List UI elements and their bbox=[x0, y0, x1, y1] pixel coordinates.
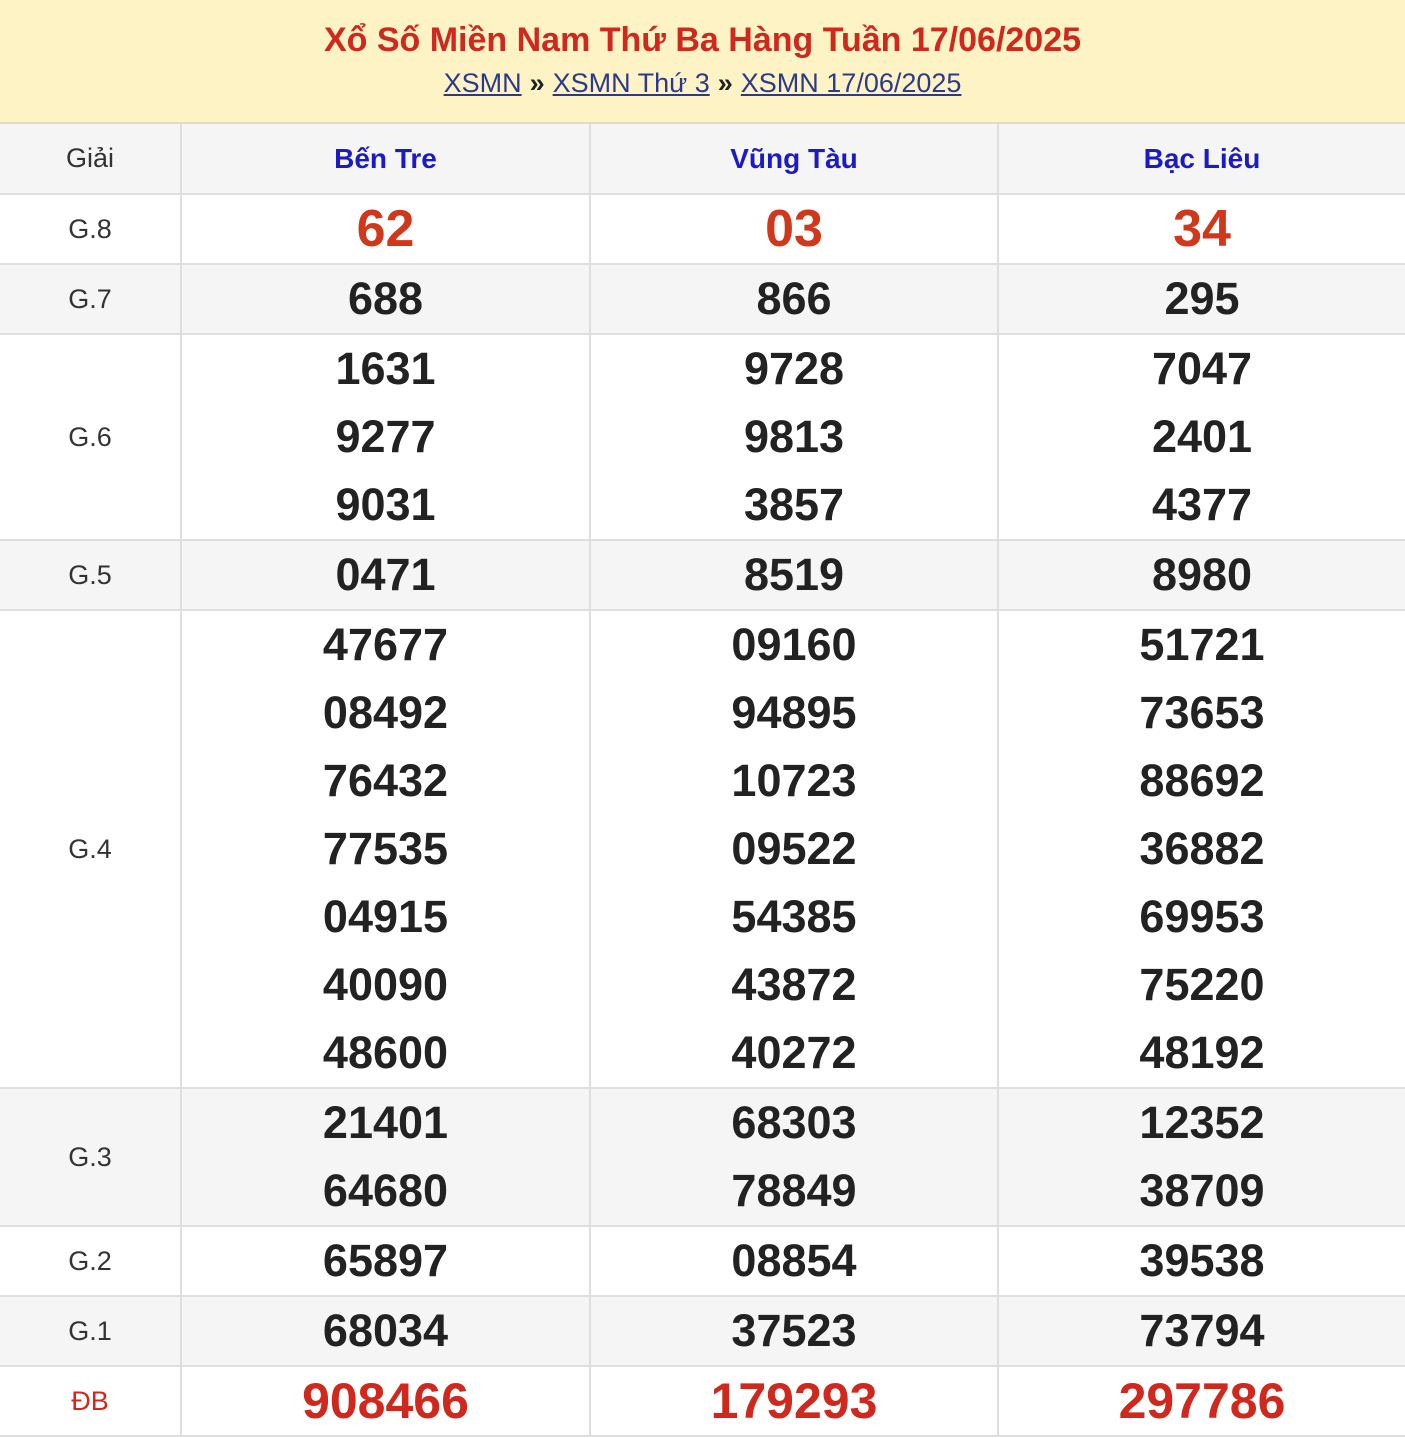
result-cell-vung-tau bbox=[590, 264, 998, 334]
result-number: 0471 bbox=[335, 549, 436, 600]
result-cell-ben-tre bbox=[181, 1366, 590, 1436]
result-number: 688 bbox=[347, 273, 424, 324]
province-header-ben-tre[interactable]: Bến Tre bbox=[181, 124, 590, 194]
result-number: 10723 bbox=[731, 755, 857, 806]
result-number: 08492 bbox=[322, 687, 449, 738]
results-body bbox=[0, 194, 1405, 1436]
result-cell-bac-lieu bbox=[998, 1226, 1405, 1296]
result-number: 34 bbox=[1173, 200, 1231, 258]
result-number: 76432 bbox=[322, 755, 449, 806]
table-header-row bbox=[0, 124, 1405, 194]
breadcrumb-link-xsmn-date[interactable]: XSMN 17/06/2025 bbox=[740, 68, 962, 98]
result-cell-bac-lieu bbox=[998, 610, 1405, 1088]
result-number: 09160 bbox=[731, 619, 857, 670]
result-cell-bac-lieu bbox=[998, 1088, 1405, 1226]
prize-label: G.4 bbox=[0, 610, 181, 1088]
table-row bbox=[0, 194, 1405, 264]
result-cell-vung-tau bbox=[590, 540, 998, 610]
prize-label: G.6 bbox=[0, 334, 181, 540]
result-number: 1631 bbox=[335, 343, 436, 394]
result-cell-vung-tau bbox=[590, 610, 998, 1088]
province-header-bac-lieu[interactable]: Bạc Liêu bbox=[998, 124, 1405, 194]
table-row bbox=[0, 1088, 1405, 1226]
result-number: 36882 bbox=[1139, 823, 1265, 874]
result-number: 48600 bbox=[322, 1027, 449, 1078]
result-number: 47677 bbox=[322, 619, 449, 670]
result-number: 88692 bbox=[1139, 755, 1265, 806]
result-cell-ben-tre bbox=[181, 1088, 590, 1226]
result-cell-bac-lieu bbox=[998, 264, 1405, 334]
table-row bbox=[0, 1296, 1405, 1366]
result-number: 12352 bbox=[1139, 1097, 1265, 1148]
breadcrumb bbox=[0, 68, 1405, 98]
result-number: 48192 bbox=[1139, 1027, 1265, 1078]
result-number: 09522 bbox=[731, 823, 857, 874]
table-row bbox=[0, 610, 1405, 1088]
result-number: 9277 bbox=[335, 411, 436, 462]
result-number: 94895 bbox=[731, 687, 857, 738]
result-cell-ben-tre bbox=[181, 334, 590, 540]
result-cell-vung-tau bbox=[590, 1296, 998, 1366]
result-cell-vung-tau bbox=[590, 1366, 998, 1436]
result-number: 9031 bbox=[335, 479, 436, 530]
result-number: 69953 bbox=[1139, 891, 1265, 942]
result-number: 68034 bbox=[322, 1305, 449, 1356]
results-table bbox=[0, 124, 1405, 1437]
result-cell-vung-tau bbox=[590, 1088, 998, 1226]
page-header bbox=[0, 0, 1405, 124]
result-cell-ben-tre bbox=[181, 194, 590, 264]
result-cell-vung-tau bbox=[590, 1226, 998, 1296]
result-cell-bac-lieu bbox=[998, 194, 1405, 264]
result-number: 65897 bbox=[322, 1235, 449, 1286]
result-number: 64680 bbox=[322, 1165, 449, 1216]
prize-label: G.3 bbox=[0, 1088, 181, 1226]
result-number: 78849 bbox=[731, 1165, 857, 1216]
result-cell-ben-tre bbox=[181, 1226, 590, 1296]
result-number: 54385 bbox=[731, 891, 857, 942]
result-cell-bac-lieu bbox=[998, 1296, 1405, 1366]
result-cell-vung-tau bbox=[590, 334, 998, 540]
result-cell-vung-tau bbox=[590, 194, 998, 264]
result-number: 40090 bbox=[322, 959, 449, 1010]
result-number: 866 bbox=[756, 273, 832, 324]
table-row bbox=[0, 540, 1405, 610]
result-cell-bac-lieu bbox=[998, 1366, 1405, 1436]
result-number: 8519 bbox=[743, 549, 845, 600]
breadcrumb-link-xsmn[interactable]: XSMN bbox=[443, 68, 522, 98]
result-number: 8980 bbox=[1151, 549, 1253, 600]
result-number: 68303 bbox=[731, 1097, 857, 1148]
result-number: 4377 bbox=[1151, 479, 1253, 530]
result-number: 77535 bbox=[322, 823, 449, 874]
result-number: 39538 bbox=[1139, 1235, 1265, 1286]
table-row bbox=[0, 1366, 1405, 1436]
result-number: 03 bbox=[765, 200, 823, 258]
prize-label: G.8 bbox=[0, 194, 181, 264]
result-cell-bac-lieu bbox=[998, 334, 1405, 540]
table-row bbox=[0, 264, 1405, 334]
table-row bbox=[0, 1226, 1405, 1296]
result-number: 179293 bbox=[710, 1373, 878, 1429]
breadcrumb-separator: » bbox=[717, 68, 733, 98]
result-cell-bac-lieu bbox=[998, 540, 1405, 610]
result-number: 3857 bbox=[743, 479, 845, 530]
result-number: 9728 bbox=[743, 343, 845, 394]
result-number: 04915 bbox=[322, 891, 449, 942]
result-number: 51721 bbox=[1139, 619, 1265, 670]
prize-label: G.2 bbox=[0, 1226, 181, 1296]
result-number: 2401 bbox=[1151, 411, 1253, 462]
prize-label: G.5 bbox=[0, 540, 181, 610]
prize-label: G.1 bbox=[0, 1296, 181, 1366]
prize-label: ĐB bbox=[0, 1366, 181, 1436]
result-number: 297786 bbox=[1118, 1373, 1286, 1429]
result-number: 73794 bbox=[1139, 1305, 1265, 1356]
result-number: 73653 bbox=[1139, 687, 1265, 738]
result-number: 295 bbox=[1164, 273, 1240, 324]
prize-label: G.7 bbox=[0, 264, 181, 334]
result-number: 38709 bbox=[1139, 1165, 1265, 1216]
breadcrumb-separator: » bbox=[529, 68, 545, 98]
table-row bbox=[0, 334, 1405, 540]
result-number: 9813 bbox=[743, 411, 845, 462]
result-cell-ben-tre bbox=[181, 1296, 590, 1366]
province-header-vung-tau[interactable]: Vũng Tàu bbox=[590, 124, 998, 194]
result-number: 75220 bbox=[1139, 959, 1265, 1010]
result-number: 7047 bbox=[1151, 343, 1253, 394]
result-number: 908466 bbox=[302, 1373, 469, 1429]
result-cell-ben-tre bbox=[181, 610, 590, 1088]
result-cell-ben-tre bbox=[181, 264, 590, 334]
result-number: 21401 bbox=[322, 1097, 449, 1148]
result-number: 37523 bbox=[731, 1305, 857, 1356]
result-number: 62 bbox=[356, 200, 415, 258]
result-number: 08854 bbox=[731, 1235, 857, 1286]
page-title: Xổ Số Miền Nam Thứ Ba Hàng Tuần 17/06/2025 bbox=[323, 21, 1082, 59]
prize-column-header: Giải bbox=[0, 124, 181, 194]
result-number: 40272 bbox=[731, 1027, 857, 1078]
breadcrumb-link-xsmn-thu-3[interactable]: XSMN Thứ 3 bbox=[552, 68, 710, 98]
result-cell-ben-tre bbox=[181, 540, 590, 610]
result-number: 43872 bbox=[731, 959, 857, 1010]
